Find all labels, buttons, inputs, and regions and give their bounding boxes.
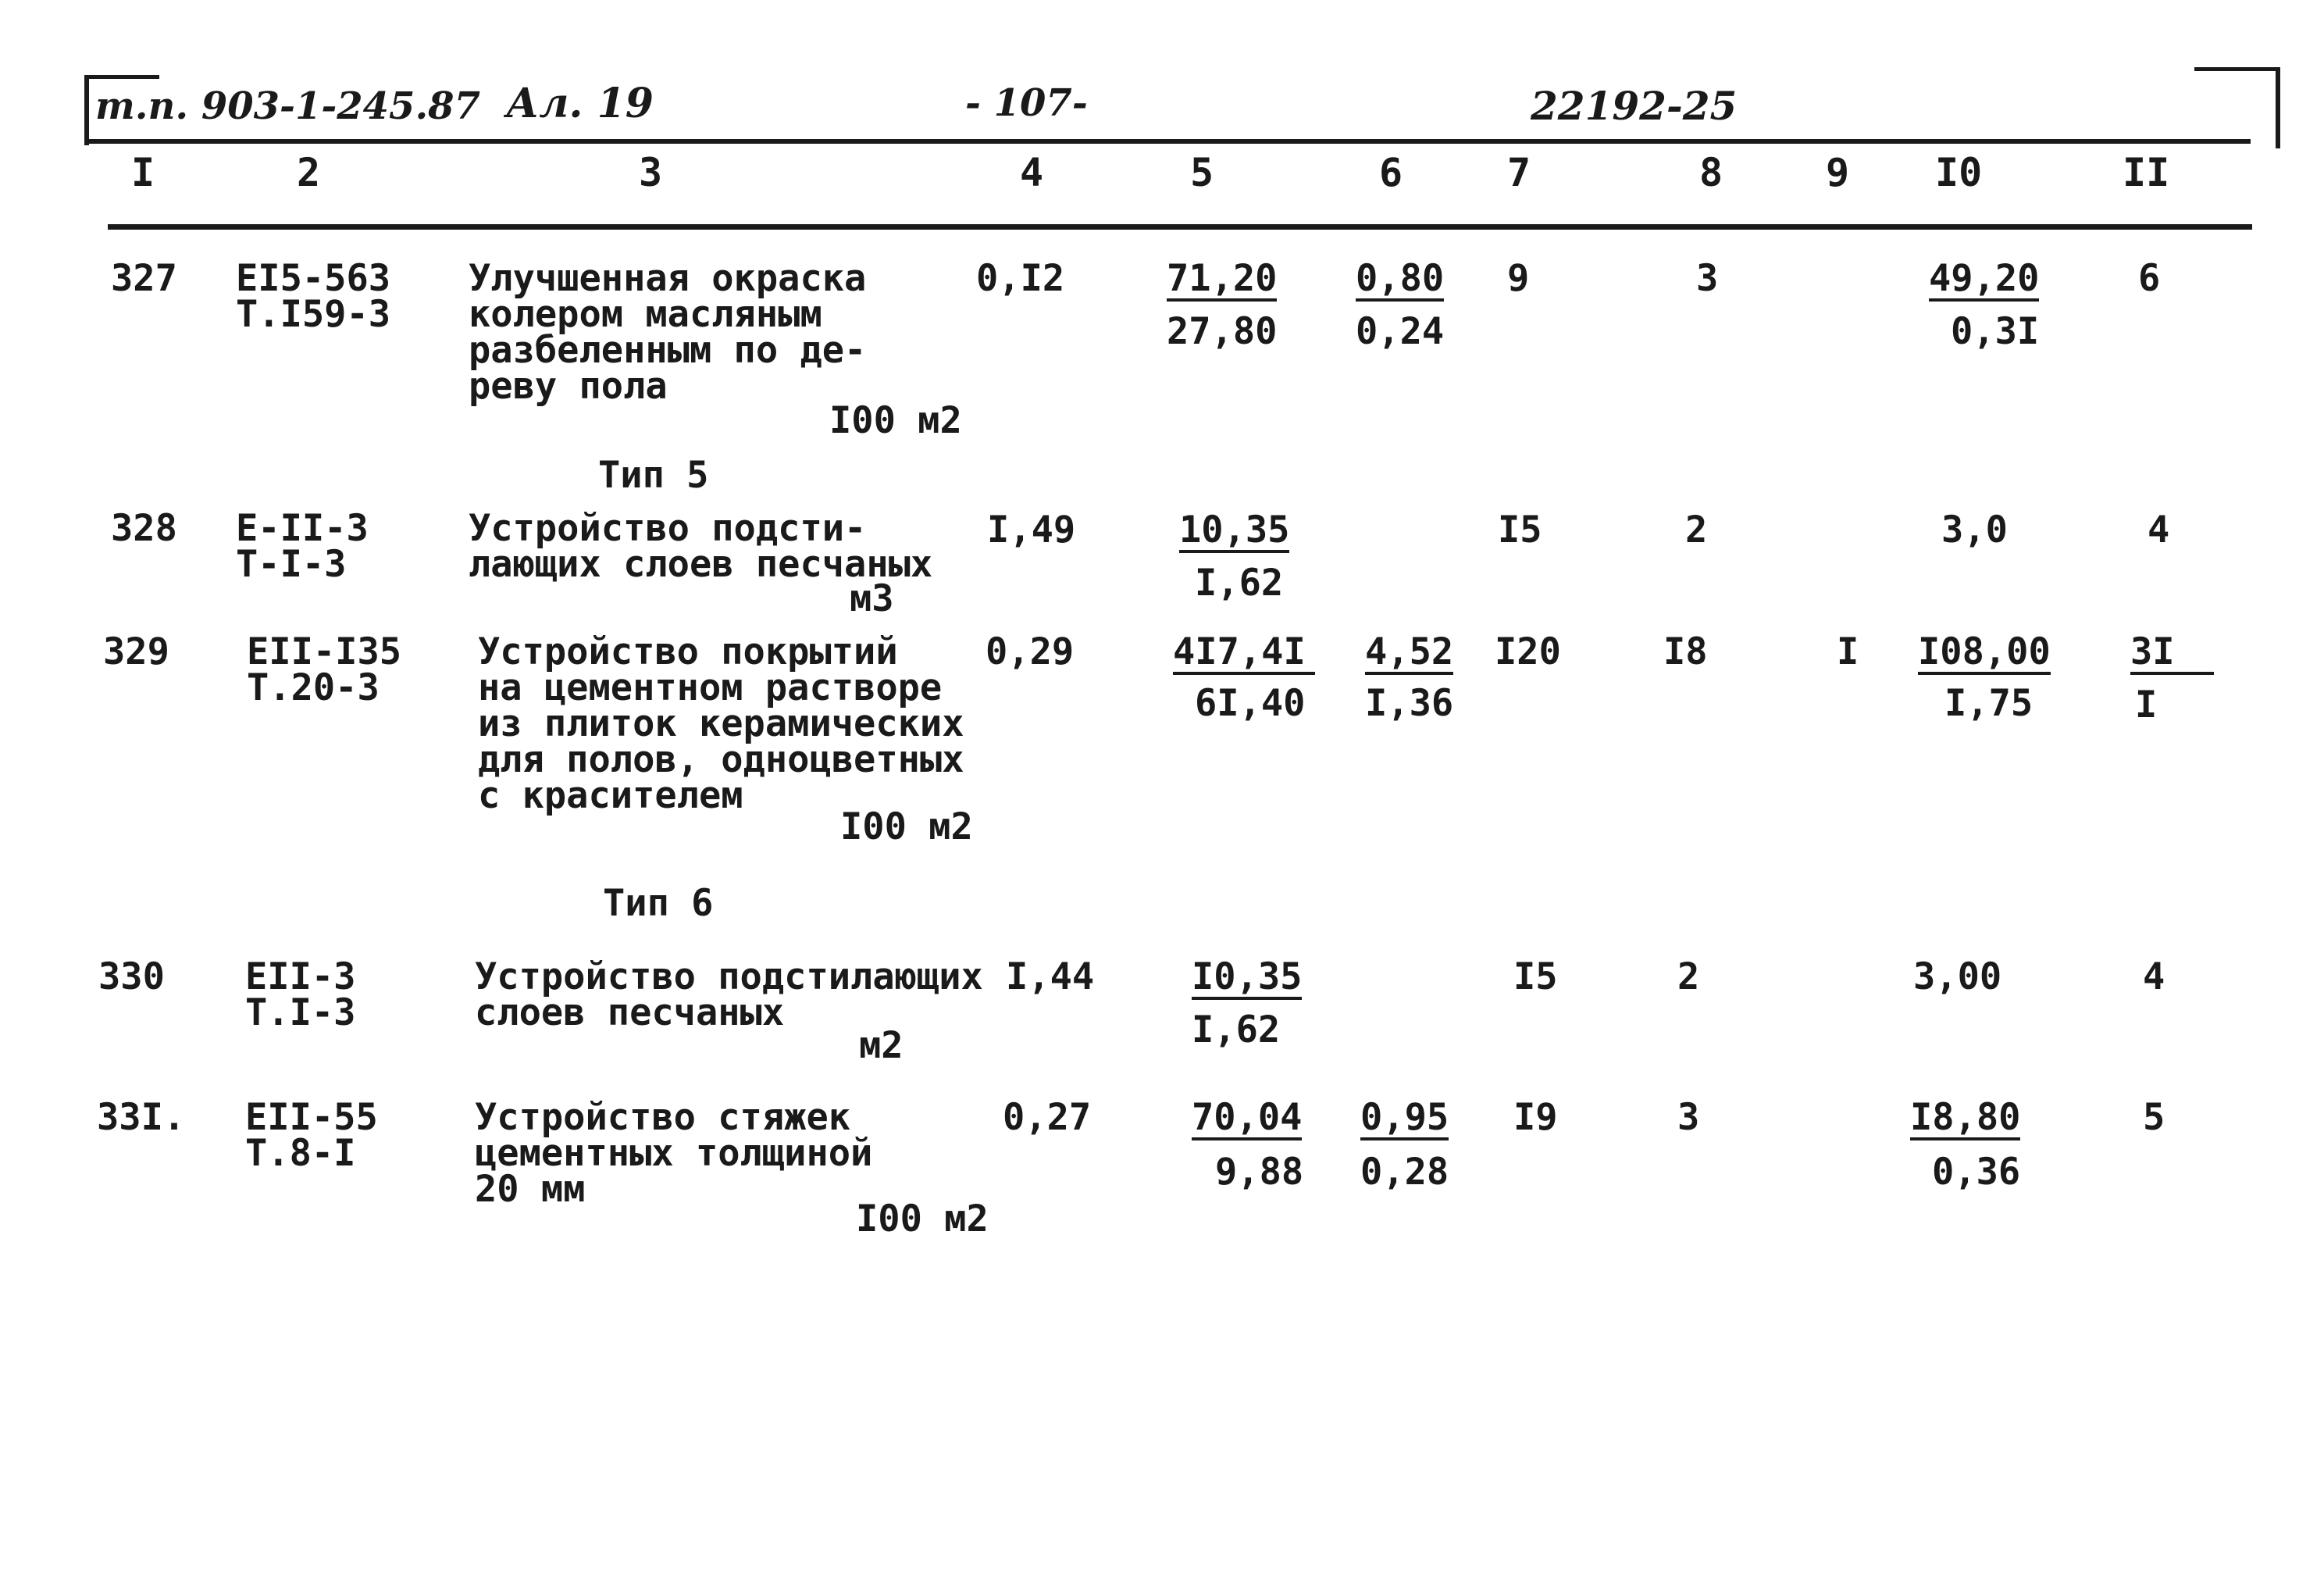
- col8: 2: [1685, 509, 1708, 551]
- column-number: II: [2123, 150, 2170, 195]
- column-number: 9: [1826, 150, 1850, 195]
- page-number: - 107-: [965, 81, 1088, 125]
- col11-bottom: I: [2135, 684, 2158, 726]
- col10-top: 3,00: [1913, 955, 2002, 998]
- norm-code: EI5-563 T.I59-3: [236, 257, 391, 336]
- album-number: Ал. 19: [506, 80, 654, 127]
- right-frame-bracket: [2276, 67, 2280, 148]
- col10-top: I8,80: [1910, 1096, 2021, 1139]
- column-number: 4: [1020, 150, 1044, 195]
- col10-top: I08,00: [1918, 630, 2051, 673]
- measure-unit: м2: [859, 1024, 904, 1067]
- col5-top: 4I7,4I: [1173, 634, 1315, 675]
- col5-bottom: I,62: [1195, 562, 1284, 605]
- col7: I5: [1498, 509, 1542, 551]
- col5-bottom: 27,80: [1167, 310, 1278, 353]
- row-number: 330: [98, 955, 165, 998]
- quantity: 0,27: [1003, 1096, 1092, 1139]
- col6-bottom: 0,24: [1356, 310, 1445, 353]
- col10-top: 3,0: [1941, 509, 2008, 551]
- col8: 3: [1696, 257, 1719, 300]
- left-frame-top: [84, 75, 159, 79]
- col6-top: 0,95: [1360, 1096, 1449, 1139]
- col8: 3: [1677, 1096, 1700, 1139]
- column-number: 6: [1379, 150, 1403, 195]
- col9: I: [1837, 630, 1859, 673]
- column-number: 5: [1190, 150, 1214, 195]
- quantity: 0,29: [986, 630, 1075, 673]
- norm-code: E-II-3 T-I-3: [236, 507, 369, 586]
- section-heading: Тип 6: [603, 882, 714, 925]
- col6-bottom: I,36: [1365, 682, 1454, 725]
- col7: 9: [1507, 257, 1530, 300]
- row-number: 327: [111, 257, 177, 300]
- norm-code: EII-3 T.I-3: [245, 955, 356, 1034]
- work-description: Устройство покрытий на цементном растворе из плиток керамических для полов, одноцветных с красителем: [478, 630, 964, 817]
- work-description: Устройство подстилающих слоев песчаных: [475, 955, 983, 1034]
- column-number: 7: [1507, 150, 1531, 195]
- measure-unit: I00 м2: [856, 1198, 989, 1240]
- col11-top: 6: [2138, 257, 2161, 300]
- col11-top: 3I: [2130, 634, 2214, 675]
- row-number: 328: [111, 507, 177, 550]
- column-number: I: [131, 150, 155, 195]
- measure-unit: I00 м2: [840, 805, 973, 848]
- column-number: 2: [297, 150, 321, 195]
- left-frame-bracket: [84, 75, 89, 145]
- norm-code: EII-I35 T.20-3: [247, 630, 402, 709]
- col5-bottom: I,62: [1192, 1008, 1281, 1051]
- norm-code: EII-55 T.8-I: [245, 1096, 378, 1175]
- col6-bottom: 0,28: [1360, 1151, 1449, 1194]
- quantity: I,44: [1006, 955, 1095, 998]
- work-description: Улучшенная окраска колером масляным разбеленным по де- реву пола: [469, 257, 867, 408]
- measure-unit: м3: [850, 577, 894, 620]
- col10-bottom: I,75: [1944, 682, 2034, 725]
- col5-top: I0,35: [1192, 955, 1303, 998]
- col5-top: 10,35: [1179, 509, 1290, 551]
- document-code: т.п. 903-1-245.87: [95, 84, 480, 128]
- col11-top: 4: [2143, 955, 2165, 998]
- col10-bottom: 0,36: [1932, 1151, 2021, 1194]
- column-number: 8: [1699, 150, 1723, 195]
- section-heading: Тип 5: [598, 454, 709, 497]
- col5-bottom: 6I,40: [1195, 682, 1306, 725]
- row-number: 329: [103, 630, 169, 673]
- col6-top: 4,52: [1365, 630, 1454, 673]
- col5-bottom: 9,88: [1215, 1151, 1304, 1194]
- col11-top: 5: [2143, 1096, 2165, 1139]
- header-rule-bottom: [108, 224, 2252, 230]
- document-number: 22192-25: [1531, 83, 1738, 129]
- col7: I9: [1513, 1096, 1558, 1139]
- col7: I5: [1513, 955, 1558, 998]
- right-frame-top: [2194, 67, 2280, 71]
- col5-top: 71,20: [1167, 257, 1278, 300]
- work-description: Устройство стяжек цементных толщиной 20 мм: [475, 1096, 873, 1211]
- column-number: 3: [639, 150, 663, 195]
- col8: 2: [1677, 955, 1700, 998]
- col10-bottom: 0,3I: [1951, 310, 2040, 353]
- quantity: 0,I2: [976, 257, 1065, 300]
- measure-unit: I00 м2: [829, 399, 962, 442]
- column-number: I0: [1935, 150, 1983, 195]
- col8: I8: [1663, 630, 1708, 673]
- quantity: I,49: [987, 509, 1076, 551]
- col11-top: 4: [2148, 509, 2170, 551]
- col10-top: 49,20: [1929, 257, 2040, 300]
- header-rule-top: [86, 139, 2251, 144]
- col5-top: 70,04: [1192, 1096, 1303, 1139]
- work-description: Устройство подсти- лающих слоев песчаных: [469, 507, 933, 586]
- row-number: 33I.: [97, 1096, 186, 1139]
- col6-top: 0,80: [1356, 257, 1445, 300]
- col7: I20: [1495, 630, 1561, 673]
